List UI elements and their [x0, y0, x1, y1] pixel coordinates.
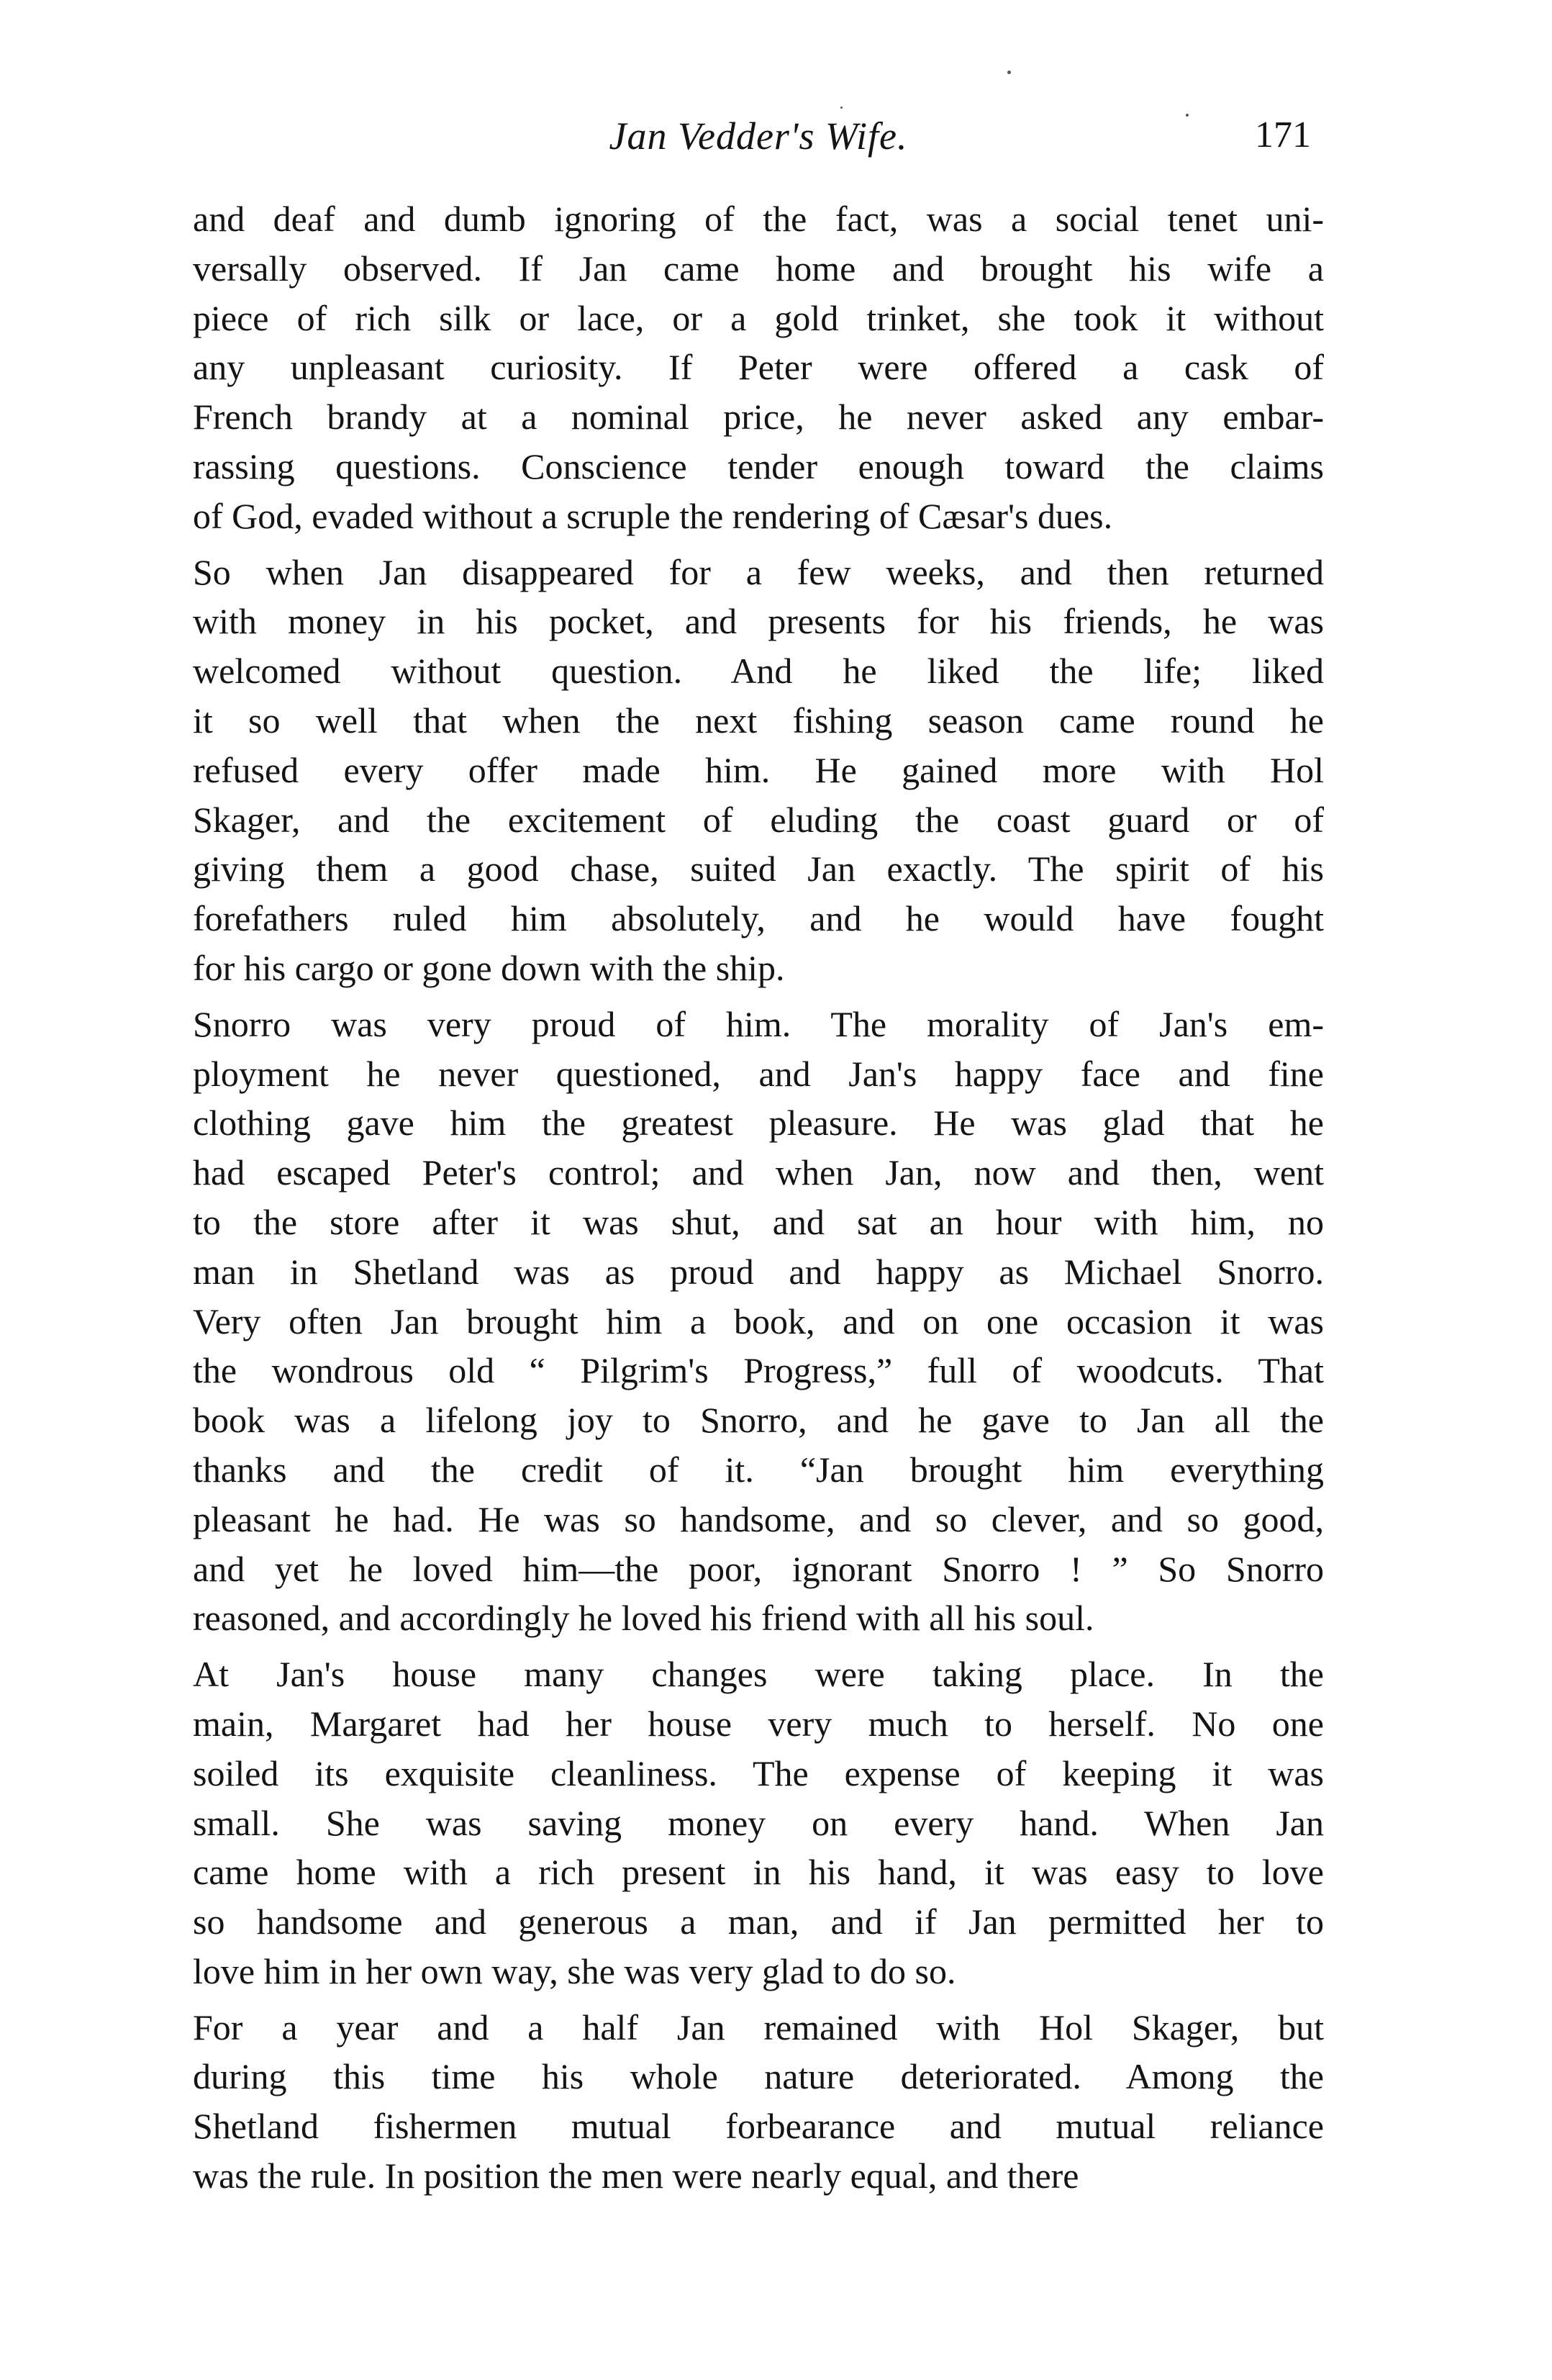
text-line: welcomed without question. And he liked the life; liked [193, 651, 1324, 692]
text-line: So when Jan disappeared for a few weeks, and then returned [193, 551, 1324, 592]
text-line: man in Shetland was as proud and happy as Michael Snorro. [193, 1251, 1324, 1292]
text-line: small. She was saving money on every hand. When Jan [193, 1802, 1324, 1843]
text-line: giving them a good chase, suited Jan exactly. The spirit of his [193, 849, 1324, 890]
text-line: Very often Jan brought him a book, and on one occasion it was [193, 1300, 1324, 1341]
text-line: and yet he loved him—the poor, ignorant Snorro ! ” So Snorro [193, 1548, 1324, 1589]
text-line: came home with a rich present in his hand, it was easy to love [193, 1852, 1324, 1893]
text-line: reasoned, and accordingly he loved his friend with all his soul. [193, 1598, 1094, 1639]
text-line: versally observed. If Jan came home and brought his wife a [193, 248, 1324, 289]
print-speck [1007, 71, 1011, 74]
running-title: Jan Vedder's Wife. [609, 114, 908, 158]
paragraph [193, 194, 1324, 541]
text-line: the wondrous old “ Pilgrim's Progress,” full of woodcuts. That [193, 1350, 1324, 1391]
text-line: rassing questions. Conscience tender enough toward the claims [193, 445, 1324, 487]
text-line: pleasant he had. He was so handsome, and so clever, and so good, [193, 1498, 1324, 1539]
text-line: was the rule. In position the men were nearly equal, and there [193, 2155, 1079, 2196]
page-header [193, 108, 1324, 180]
body-text [193, 194, 1324, 2201]
text-line: any unpleasant curiosity. If Peter were offered a cask of [193, 347, 1324, 388]
text-line: it so well that when the next fishing season came round he [193, 700, 1324, 741]
text-line: had escaped Peter's control; and when Jan, now and then, went [193, 1152, 1324, 1193]
paragraph [193, 1000, 1324, 1643]
text-line: love him in her own way, she was very glad to do so. [193, 1950, 956, 1991]
paragraph [193, 548, 1324, 993]
text-line: book was a lifelong joy to Snorro, and he gave to Jan all the [193, 1400, 1324, 1441]
text-line: piece of rich silk or lace, or a gold trinket, she took it without [193, 297, 1324, 338]
text-line: French brandy at a nominal price, he never asked any embar- [193, 397, 1324, 438]
text-line: refused every offer made him. He gained more with Hol [193, 749, 1324, 790]
text-line: ployment he never questioned, and Jan's happy face and fine [193, 1053, 1324, 1094]
book-page [193, 108, 1324, 2207]
text-line: for his cargo or gone down with the ship. [193, 947, 785, 988]
text-line: during this time his whole nature deteriorated. Among the [193, 2056, 1324, 2097]
text-line: so handsome and generous a man, and if Jan permitted her to [193, 1901, 1324, 1942]
text-line: Shetland fishermen mutual forbearance and mutual reliance [193, 2106, 1324, 2147]
text-line: to the store after it was shut, and sat an hour with him, no [193, 1201, 1324, 1242]
text-line: of God, evaded without a scruple the rendering of Cæsar's dues. [193, 495, 1113, 536]
text-line: with money in his pocket, and presents for his friends, he was [193, 601, 1324, 642]
paragraph [193, 1650, 1324, 1996]
text-line: thanks and the credit of it. “Jan brought him everything [193, 1449, 1324, 1490]
text-line: and deaf and dumb ignoring of the fact, was a social tenet uni- [193, 199, 1324, 239]
text-line: main, Margaret had her house very much to herself. No one [193, 1703, 1324, 1744]
text-line: Snorro was very proud of him. The morality of Jan's em- [193, 1003, 1324, 1044]
text-line: At Jan's house many changes were taking place. In the [193, 1654, 1324, 1695]
text-line: soiled its exquisite cleanliness. The expense of keeping it was [193, 1752, 1324, 1793]
text-line: For a year and a half Jan remained with Hol Skager, but [193, 2006, 1324, 2048]
text-line: forefathers ruled him absolutely, and he would have fought [193, 898, 1324, 939]
page-number: 171 [1255, 114, 1311, 155]
text-line: Skager, and the excitement of eluding the coast guard or of [193, 799, 1324, 840]
text-line: clothing gave him the greatest pleasure. He was glad that he [193, 1103, 1324, 1144]
paragraph [193, 2003, 1324, 2201]
